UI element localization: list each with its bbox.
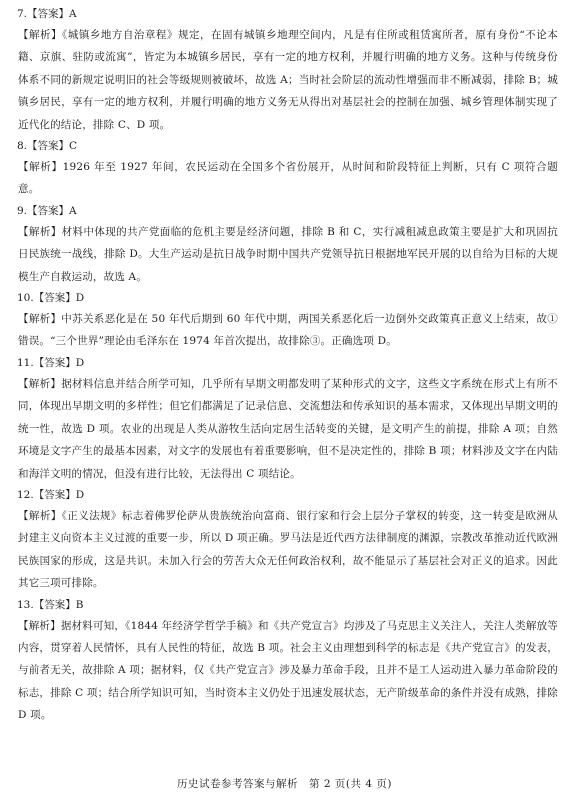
answer-item-9 <box>16 201 558 288</box>
answer-item-13 <box>16 595 558 727</box>
answer-item-7 <box>16 4 558 136</box>
explanation-paragraph: 【解析】据材料信息并结合所学可知，几乎所有早期文明都发明了某种形式的文字，这些文字系统在形式上有所不同，体现出早期文明的多样性；但它们都满足了记录信息、交流想法和传承知识的基本需求，又体现出早期文明的统一性，故选 D 项。农业的出现是人类从游牧生活向定居生活转变的关键，是文明产生的前提，排除 A 项；自然环境是文字产生的最基本因素，对文字的发展也有着重要影响，但不是决定性的，排除 B 项；材料涉及文字在内陆和海洋文明的情况，但没有进行比较，无法得出 C 项结论。 <box>18 377 558 480</box>
answer-item-12 <box>16 485 558 595</box>
explanation-paragraph: 【解析】《正义法规》标志着佛罗伦萨从贵族统治向富商、银行家和行会上层分子掌权的转变，这一转变是欧洲从封建主义向资本主义过渡的重要一步，所以 D 项正确。罗马法是近代西方法律制度的渊源，宗教改革推动近代欧洲民族国家的形成，这是共识。未加入行会的劳苦大众无任何政治权利，故不能显示了基层社会对正义的追求。因此其它三项可排除。 <box>18 509 558 590</box>
answer-line: 7.【答案】A <box>17 8 77 20</box>
explanation-paragraph: 【解析】材料中体现的共产党面临的危机主要是经济问题，排除 B 和 C，实行减租减息政策主要是扩大和巩固抗日民族统一战线，排除 D。大生产运动是抗日战争时期中国共产党领导抗日根据地军民开展的以自给为目标的大规模生产自救运动，故选 A。 <box>18 225 558 283</box>
answer-item-10 <box>16 288 558 353</box>
answer-item-11 <box>16 353 558 485</box>
answer-line: 13.【答案】B <box>17 598 84 611</box>
explanation-paragraph: 【解析】《城镇乡地方自治章程》规定，在固有城镇乡地理空间内，凡是有住所或租赁寓所者，原有身份“不论本籍、京旗、驻防或流寓”，皆定为本城镇乡居民，享有一定的地方权利，并履行明确的地方义务。这种与传统身份体系不同的新规定说明旧的社会等级规则被破坏，故选 A；当时社会阶层的流动性增强而非不断减弱，排除 B；城镇乡居民，享有一定的地方权利，并履行明确的地方义务无从得出对基层社会的控制在加强、城乡管理体制实现了近代化的结论，排除 C、D 项。 <box>18 29 558 131</box>
answer-item-8 <box>16 136 558 201</box>
page-footer: 历史试卷参考答案与解析 第 2 页(共 4 页) <box>177 778 392 790</box>
answer-line: 8.【答案】C <box>17 140 78 153</box>
explanation-paragraph: 【解析】中苏关系恶化是在 50 年代后期到 60 年代中期，两国关系恶化后一边倒外交政策真正意义上结束，故①错误。“三个世界”理论由毛泽东在 1974 年首次提出，故排除③。正确选项 D。 <box>18 313 558 348</box>
explanation-paragraph: 【解析】据材料可知，《1844 年经济学哲学手稿》和《共产党宣言》均涉及了马克思主义关注人，关注人类解放等内容，贯穿着人民情怀，具有人民性的特征，故选 B 项。社会主义由理想到科学的标志是《共产党宣言》的发表，与前者无关，故排除 A 项；据材料，仅《共产党宣言》涉及暴力革命手段，且并不是工人运动进入暴力革命阶段的标志，排除 C 项；结合所学知识可知，当时资本主义仍处于迅速发展状态，无产阶级革命的条件并没有成熟，排除 D 项。 <box>18 619 558 722</box>
answer-list <box>16 4 558 727</box>
answer-line: 9.【答案】A <box>17 204 77 217</box>
answer-line: 11.【答案】D <box>17 356 85 369</box>
answer-line: 10.【答案】D <box>17 292 85 305</box>
answer-line: 12.【答案】D <box>17 488 85 501</box>
explanation-paragraph: 【解析】1926 年至 1927 年间，农民运动在全国多个省份展开，从时间和阶段特征上判断，只有 C 项符合题意。 <box>18 161 558 196</box>
